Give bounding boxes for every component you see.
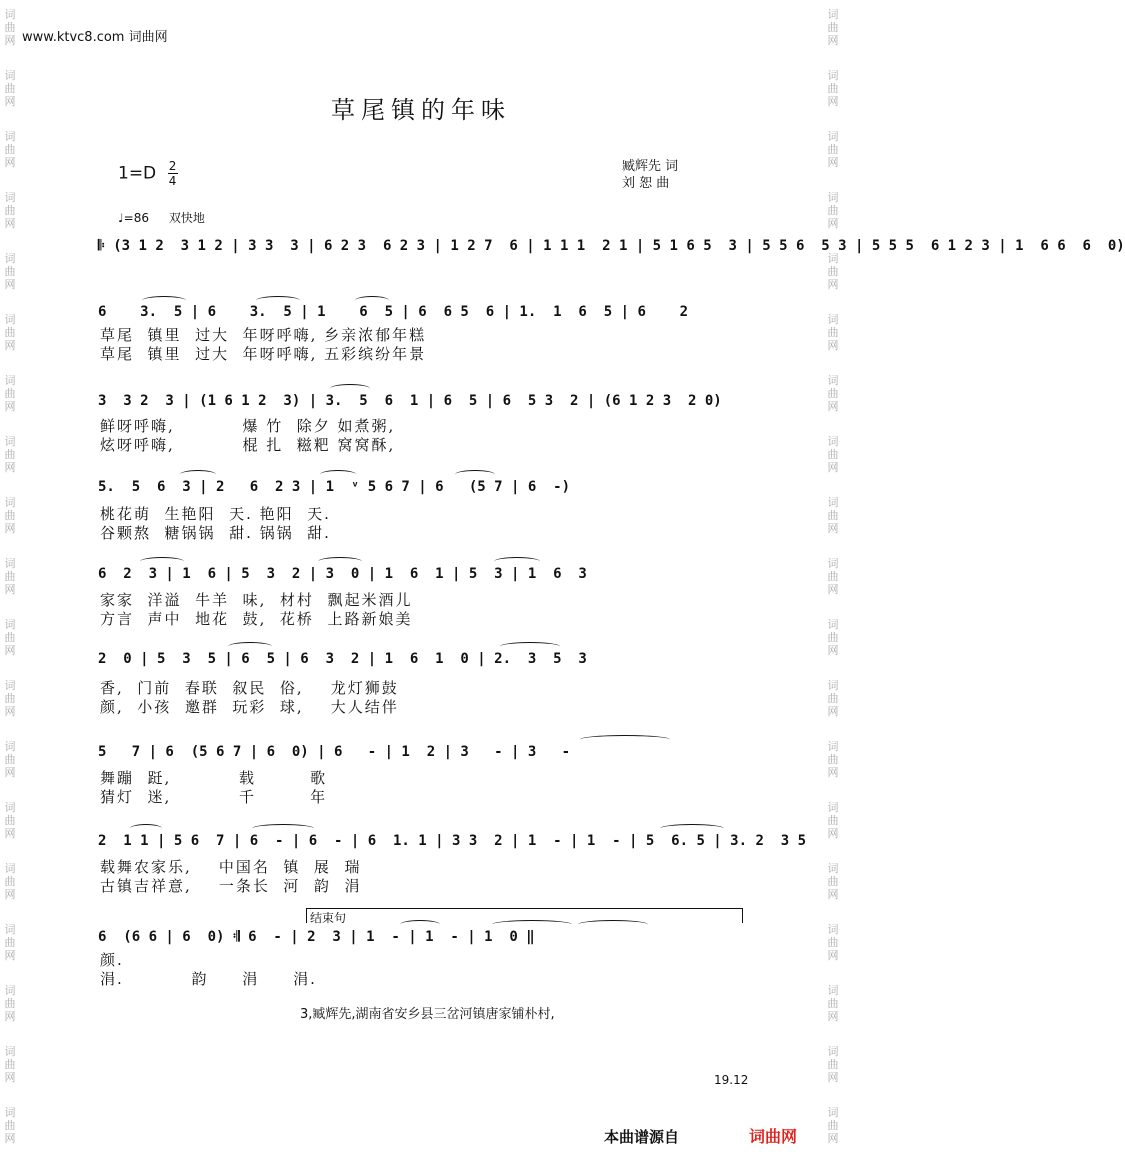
watermark-mark: 词 曲 网	[827, 618, 839, 657]
notation-row: 6 3. 5 | 6 3. 5 | 1 6 5 | 6 6 5 6 | 1. 1 6 5 | 6 2	[98, 304, 689, 320]
time-signature	[168, 160, 178, 187]
watermark-mark: 词 曲 网	[4, 313, 16, 352]
lyrics-verse-1: 香, 门前 春联 叙民 俗, 龙灯狮鼓	[100, 679, 399, 697]
watermark-mark: 词 曲 网	[827, 374, 839, 413]
watermark-mark: 词 曲 网	[4, 801, 16, 840]
watermark-mark: 词 曲 网	[827, 130, 839, 169]
watermark-mark: 词 曲 网	[827, 679, 839, 718]
lyrics-verse-1: 载舞农家乐, 中国名 镇 展 瑞	[100, 858, 362, 876]
right-watermark-column	[826, 0, 840, 1171]
slur-arc	[140, 557, 184, 566]
watermark-mark: 词 曲 网	[4, 557, 16, 596]
watermark-mark: 词 曲 网	[4, 740, 16, 779]
watermark-mark: 词 曲 网	[827, 252, 839, 291]
watermark-mark: 词 曲 网	[827, 557, 839, 596]
lyrics-verse-2: 方言 声中 地花 鼓, 花桥 上路新娘美	[100, 610, 413, 628]
notation-row: 2 0 | 5 3 5 | 6 5 | 6 3 2 | 1 6 1 0 | 2. 3 5 3	[98, 651, 587, 667]
lyrics-verse-1: 草尾 镇里 过大 年呀呼嗨, 乡亲浓郁年糕	[100, 326, 427, 344]
slur-arc	[318, 557, 362, 566]
notation-row: 6 (6 6 | 6 0) 𝄇 6 - | 2 3 | 1 - | 1 - | 1 0 ‖	[98, 929, 535, 945]
lyrics-verse-2: 炫呀呼嗨, 棍 扎 糍粑 窝窝酥,	[100, 436, 396, 454]
watermark-mark: 词 曲 网	[827, 740, 839, 779]
lyrics-verse-2: 古镇吉祥意, 一条长 河 韵 涓	[100, 877, 362, 895]
watermark-mark: 词 曲 网	[827, 1106, 839, 1145]
lyrics-verse-1: 颜.	[100, 951, 124, 969]
time-signature-top: 2	[168, 159, 177, 173]
watermark-mark: 词 曲 网	[4, 984, 16, 1023]
watermark-mark: 词 曲 网	[4, 923, 16, 962]
watermark-mark: 词 曲 网	[4, 618, 16, 657]
slur-arc	[355, 296, 389, 305]
watermark-mark: 词 曲 网	[4, 862, 16, 901]
ending-label: 结束句	[310, 911, 347, 925]
slur-arc	[228, 642, 272, 651]
watermark-mark: 词 曲 网	[827, 923, 839, 962]
notation-row: 6 2 3 | 1 6 | 5 3 2 | 3 0 | 1 6 1 | 5 3 | 1 6 3	[98, 566, 587, 582]
lyrics-verse-1: 桃花萌 生艳阳 天. 艳阳 天.	[100, 505, 331, 523]
tempo-style: 双快地	[168, 211, 205, 225]
source-label: 本曲谱源自	[604, 1128, 680, 1146]
watermark-mark: 词 曲 网	[827, 801, 839, 840]
notation-row: 5. 5 6 3 | 2 6 2 3 | 1 ᵛ 5 6 7 | 6 (5 7 | 6 -)	[98, 479, 571, 495]
slur-arc	[494, 557, 540, 566]
lyrics-verse-1: 家家 洋溢 牛羊 味, 材村 飘起米酒儿	[100, 591, 413, 609]
slur-arc	[455, 470, 495, 479]
watermark-mark: 词 曲 网	[827, 496, 839, 535]
lyrics-verse-2: 草尾 镇里 过大 年呀呼嗨, 五彩缤纷年景	[100, 345, 427, 363]
slur-arc	[492, 920, 572, 929]
slur-arc	[500, 642, 560, 651]
watermark-mark: 词 曲 网	[827, 313, 839, 352]
tempo-bpm: ♩=86	[118, 211, 149, 225]
slur-arc	[252, 824, 314, 833]
lyrics-verse-2: 猜灯 迷, 千 年	[100, 788, 328, 806]
slur-arc	[660, 824, 724, 833]
page-title: 草尾镇的年味	[331, 96, 511, 124]
watermark-mark: 词 曲 网	[4, 130, 16, 169]
watermark-mark: 词 曲 网	[827, 984, 839, 1023]
footnote: 3,臧辉先,湖南省安乡县三岔河镇唐家铺朴村,	[300, 1007, 555, 1022]
slur-arc	[330, 384, 370, 393]
slur-arc	[130, 824, 162, 833]
credits	[622, 158, 678, 192]
tempo-marking	[118, 209, 205, 226]
watermark-mark: 词 曲 网	[4, 252, 16, 291]
site-header[interactable]: www.ktvc8.com 词曲网	[22, 30, 168, 45]
watermark-mark: 词 曲 网	[827, 69, 839, 108]
slur-arc	[580, 735, 670, 744]
watermark-mark: 词 曲 网	[827, 435, 839, 474]
watermark-mark: 词 曲 网	[4, 191, 16, 230]
date-label: 19.12	[714, 1073, 749, 1087]
slur-arc	[142, 296, 186, 305]
notation-row: 2 1 1 | 5 6 7 | 6 - | 6 - | 6 1. 1 | 3 3 2 | 1 - | 1 - | 5 6. 5 | 3. 2 3 5	[98, 833, 807, 849]
lyrics-verse-1: 鲜呀呼嗨, 爆 竹 除夕 如煮粥,	[100, 417, 396, 435]
watermark-mark: 词 曲 网	[4, 435, 16, 474]
watermark-mark: 词 曲 网	[827, 8, 839, 47]
lyrics-verse-2: 颜, 小孩 邀群 玩彩 球, 大人结伴	[100, 698, 399, 716]
notation-row: 𝄆 (3 1 2 3 1 2 | 3 3 3 | 6 2 3 6 2 3 | 1 2 7 6 | 1 1 1 2 1 | 5 1 6 5 3 | 5 5 6 5 3 | 5 5 5 6 1 2 3 | 1 6 6 6 0)	[98, 238, 1125, 254]
watermark-mark: 词 曲 网	[4, 1106, 16, 1145]
slur-arc	[320, 470, 356, 479]
brand-logo[interactable]: 词曲网	[749, 1127, 798, 1146]
watermark-mark: 词 曲 网	[827, 1045, 839, 1084]
slur-arc	[180, 470, 216, 479]
composer-credit: 刘 恕 曲	[622, 176, 670, 191]
watermark-mark: 词 曲 网	[4, 496, 16, 535]
slur-arc	[256, 296, 300, 305]
key-signature	[118, 160, 178, 187]
watermark-mark: 词 曲 网	[4, 374, 16, 413]
lyrics-verse-2: 涓. 韵 涓 涓.	[100, 970, 317, 988]
lyricist-credit: 臧辉先 词	[622, 159, 679, 174]
watermark-mark: 词 曲 网	[4, 69, 16, 108]
notation-row: 3 3 2 3 | (1 6 1 2 3) | 3. 5 6 1 | 6 5 | 6 5 3 2 | (6 1 2 3 2 0)	[98, 393, 722, 409]
watermark-mark: 词 曲 网	[827, 191, 839, 230]
notation-row: 5 7 | 6 (5 6 7 | 6 0) | 6 - | 1 2 | 3 - | 3 -	[98, 744, 571, 760]
key-label: 1=D	[118, 163, 157, 184]
watermark-mark: 词 曲 网	[827, 862, 839, 901]
lyrics-verse-1: 舞蹦 跹, 载 歌	[100, 769, 328, 787]
left-watermark-column	[3, 0, 17, 1171]
slur-arc	[578, 920, 648, 929]
slur-arc	[400, 920, 440, 929]
time-signature-bottom: 4	[168, 174, 177, 188]
watermark-mark: 词 曲 网	[4, 679, 16, 718]
lyrics-verse-2: 谷颗熬 糖锅锅 甜. 锅锅 甜.	[100, 524, 331, 542]
watermark-mark: 词 曲 网	[4, 1045, 16, 1084]
watermark-mark: 词 曲 网	[4, 8, 16, 47]
